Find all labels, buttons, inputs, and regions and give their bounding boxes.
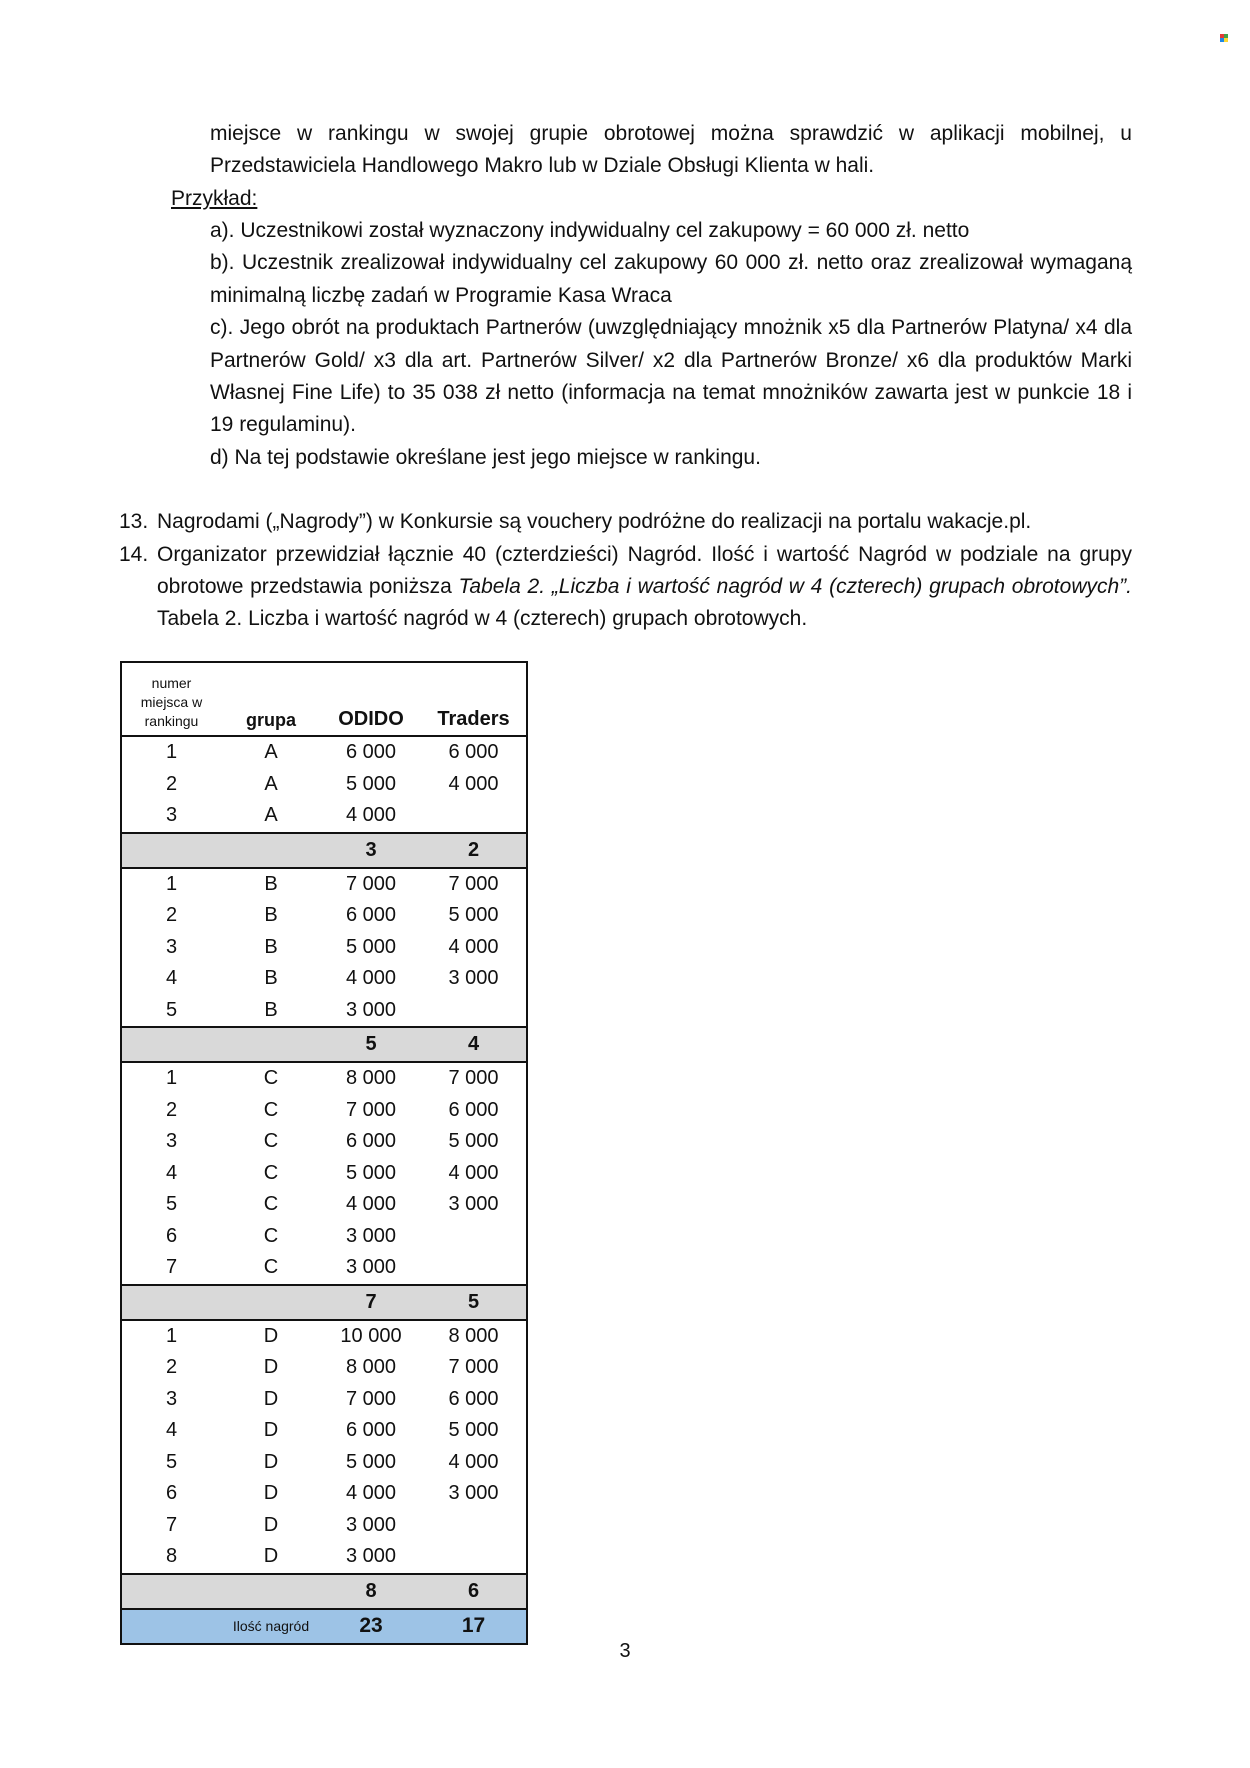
cell-traders: 4 000: [448, 935, 499, 958]
table-row: [121, 1541, 527, 1574]
cell-traders: [421, 1221, 527, 1253]
cell-traders: [421, 800, 527, 833]
cell-odido: 6 000: [345, 1130, 397, 1153]
table-caption: Tabela 2. Liczba i wartość nagród w 4 (czterech) grupach obrotowych.: [157, 607, 808, 630]
cell-group: D: [263, 1450, 279, 1473]
cell-odido: 4 000: [345, 804, 397, 827]
list-item-13: Nagrodami („Nagrody”) w Konkursie są vouchery podróżne do realizacji na portalu wakacje.pl.: [157, 510, 1032, 533]
total-odido: 23: [321, 1609, 421, 1644]
cell-odido: 3 000: [345, 1545, 397, 1568]
cell-traders: 8 000: [448, 1324, 499, 1347]
cell-group: B: [264, 998, 278, 1021]
total-traders: 17: [421, 1609, 527, 1644]
total-label: Ilość nagród: [221, 1609, 321, 1644]
cell-odido: 3 000: [345, 1513, 397, 1536]
count-odido: 8: [321, 1574, 421, 1609]
example-label: Przykład:: [171, 187, 258, 210]
cell-odido: 6 000: [345, 741, 397, 764]
count-odido: 7: [321, 1285, 421, 1320]
table-row: [121, 800, 527, 833]
table-row: [121, 932, 527, 964]
cell-traders: 7 000: [448, 1356, 499, 1379]
cell-rank: 5: [165, 1450, 178, 1473]
table-row: [121, 868, 527, 901]
cell-odido: 6 000: [345, 1419, 397, 1442]
cell-group: D: [263, 1482, 279, 1505]
cell-rank: 3: [165, 1387, 178, 1410]
cell-rank: 3: [165, 935, 178, 958]
count-odido: 3: [321, 833, 421, 868]
cell-odido: 5 000: [345, 772, 397, 795]
cell-group: A: [264, 772, 278, 795]
count-traders: 5: [421, 1285, 527, 1320]
table-row: [121, 1478, 527, 1510]
cell-rank: 7: [165, 1513, 178, 1536]
corner-color-mark: [1220, 34, 1228, 42]
table-row: [121, 1352, 527, 1384]
cell-traders: 4 000: [448, 772, 499, 795]
cell-group: A: [264, 804, 278, 827]
cell-odido: 10 000: [340, 1324, 402, 1347]
example-item-c-cont: Własnej Fine Life) to 35 038 zł netto (informacja na temat mnożników zawarta jest w punkcie 18 i: [210, 381, 1132, 404]
cell-traders: 4 000: [448, 1450, 499, 1473]
cell-traders: 7 000: [448, 1067, 499, 1090]
list-item-14: Organizator przewidział łącznie 40 (czterdzieści) Nagród. Ilość i wartość Nagród w podziale na grupy: [157, 543, 1132, 566]
table-reference: Tabela 2. „Liczba i wartość nagród w 4 (czterech) grupach obrotowych”.: [458, 575, 1132, 598]
cell-group: C: [263, 1193, 279, 1216]
cell-odido: 8 000: [345, 1067, 397, 1090]
list-number-14: 14.: [119, 543, 149, 566]
empty-cell: [121, 1574, 221, 1609]
table-row: [121, 900, 527, 932]
list-item-14-text: obrotowe przedstawia poniższa: [157, 575, 459, 598]
cell-odido: 3 000: [345, 1256, 397, 1279]
cell-rank: 4: [165, 967, 178, 990]
cell-traders: [421, 995, 527, 1028]
cell-traders: 3 000: [448, 1482, 499, 1505]
cell-rank: 3: [165, 804, 178, 827]
cell-rank: 2: [165, 1098, 178, 1121]
empty-cell: [221, 833, 321, 868]
table-row: [121, 736, 527, 769]
group-count-row: [121, 1027, 527, 1062]
paragraph-line: miejsce w rankingu w swojej grupie obrotowej można sprawdzić w aplikacji mobilnej, u: [210, 122, 1132, 145]
header-traders: Traders: [421, 662, 527, 736]
header-rank-line: rankingu: [144, 713, 199, 729]
cell-group: B: [264, 967, 278, 990]
cell-rank: 2: [165, 772, 178, 795]
cell-odido: 5 000: [345, 935, 397, 958]
cell-rank: 1: [165, 1067, 178, 1090]
cell-group: D: [263, 1356, 279, 1379]
cell-group: B: [264, 904, 278, 927]
count-odido: 5: [321, 1027, 421, 1062]
cell-traders: 5 000: [448, 904, 499, 927]
cell-rank: 5: [165, 998, 178, 1021]
table-row: [121, 1126, 527, 1158]
cell-rank: 6: [165, 1224, 178, 1247]
count-traders: 6: [421, 1574, 527, 1609]
list-item-14-cont: [157, 571, 1132, 603]
empty-cell: [221, 1574, 321, 1609]
table-row: [121, 963, 527, 995]
table-row: [121, 1510, 527, 1542]
cell-traders: [421, 1510, 527, 1542]
example-item-a: a). Uczestnikowi został wyznaczony indywidualny cel zakupowy = 60 000 zł. netto: [210, 219, 970, 242]
cell-rank: 2: [165, 904, 178, 927]
total-row: [121, 1609, 527, 1644]
cell-group: D: [263, 1419, 279, 1442]
cell-traders: 6 000: [448, 1387, 499, 1410]
cell-rank: 3: [165, 1130, 178, 1153]
empty-cell: [121, 1609, 221, 1644]
cell-rank: 5: [165, 1193, 178, 1216]
cell-traders: 4 000: [448, 1161, 499, 1184]
cell-group: C: [263, 1224, 279, 1247]
table-row: [121, 1415, 527, 1447]
cell-traders: [421, 1541, 527, 1574]
example-item-c-cont: 19 regulaminu).: [210, 413, 356, 436]
header-rank-line: numer: [151, 675, 192, 691]
table-row: [121, 1189, 527, 1221]
table-row: [121, 1252, 527, 1285]
cell-traders: 5 000: [448, 1419, 499, 1442]
cell-group: B: [264, 872, 278, 895]
cell-group: B: [264, 935, 278, 958]
empty-cell: [221, 1027, 321, 1062]
table-row: [121, 1221, 527, 1253]
paragraph-line: Przedstawiciela Handlowego Makro lub w Dziale Obsługi Klienta w hali.: [210, 154, 875, 177]
empty-cell: [121, 1285, 221, 1320]
count-traders: 2: [421, 833, 527, 868]
cell-rank: 6: [165, 1482, 178, 1505]
page-number: 3: [619, 1640, 631, 1662]
cell-group: C: [263, 1256, 279, 1279]
cell-odido: 6 000: [345, 904, 397, 927]
cell-rank: 2: [165, 1356, 178, 1379]
prizes-table: [120, 661, 528, 1645]
cell-odido: 7 000: [345, 1387, 397, 1410]
cell-odido: 7 000: [345, 872, 397, 895]
cell-odido: 8 000: [345, 1356, 397, 1379]
cell-odido: 4 000: [345, 1482, 397, 1505]
example-item-b-cont: minimalną liczbę zadań w Programie Kasa Wraca: [210, 284, 672, 307]
cell-rank: 8: [165, 1545, 178, 1568]
table-row: [121, 1447, 527, 1479]
cell-group: D: [263, 1387, 279, 1410]
cell-traders: [421, 1252, 527, 1285]
cell-group: C: [263, 1067, 279, 1090]
example-item-d: d) Na tej podstawie określane jest jego miejsce w rankingu.: [210, 446, 761, 469]
cell-group: A: [264, 741, 278, 764]
cell-traders: 3 000: [448, 1193, 499, 1216]
header-rank: [121, 662, 221, 736]
group-count-row: [121, 1285, 527, 1320]
group-count-row: [121, 833, 527, 868]
empty-cell: [121, 833, 221, 868]
cell-odido: 5 000: [345, 1450, 397, 1473]
cell-rank: 1: [165, 1324, 178, 1347]
cell-traders: 3 000: [448, 967, 499, 990]
cell-traders: 5 000: [448, 1130, 499, 1153]
cell-rank: 1: [165, 872, 178, 895]
header-odido: ODIDO: [321, 662, 421, 736]
example-item-c-cont: Partnerów Gold/ x3 dla art. Partnerów Silver/ x2 dla Partnerów Bronze/ x6 dla produktów Marki: [210, 349, 1132, 372]
cell-odido: 3 000: [345, 998, 397, 1021]
cell-odido: 3 000: [345, 1224, 397, 1247]
table-row: [121, 1158, 527, 1190]
cell-rank: 1: [165, 741, 178, 764]
example-item-b: b). Uczestnik zrealizował indywidualny cel zakupowy 60 000 zł. netto oraz zrealizował wymaganą: [210, 251, 1132, 274]
table-row: [121, 1062, 527, 1095]
cell-traders: 6 000: [448, 741, 499, 764]
cell-group: D: [263, 1513, 279, 1536]
table-row: [121, 769, 527, 801]
table-row: [121, 1320, 527, 1353]
cell-odido: 5 000: [345, 1161, 397, 1184]
count-traders: 4: [421, 1027, 527, 1062]
table-row: [121, 995, 527, 1028]
example-item-c: c). Jego obrót na produktach Partnerów (uwzględniający mnożnik x5 dla Partnerów Platyna/ x4 dla: [210, 316, 1132, 339]
cell-rank: 4: [165, 1161, 178, 1184]
cell-odido: 7 000: [345, 1098, 397, 1121]
empty-cell: [221, 1285, 321, 1320]
cell-rank: 7: [165, 1256, 178, 1279]
cell-odido: 4 000: [345, 967, 397, 990]
cell-group: C: [263, 1130, 279, 1153]
cell-group: C: [263, 1161, 279, 1184]
cell-group: D: [263, 1324, 279, 1347]
table-header-row: [121, 662, 527, 736]
group-count-row: [121, 1574, 527, 1609]
table-row: [121, 1384, 527, 1416]
list-number-13: 13.: [119, 510, 149, 533]
table-body: [121, 736, 527, 1644]
cell-odido: 4 000: [345, 1193, 397, 1216]
cell-rank: 4: [165, 1419, 178, 1442]
cell-traders: 7 000: [448, 872, 499, 895]
cell-group: C: [263, 1098, 279, 1121]
empty-cell: [121, 1027, 221, 1062]
header-rank-line: miejsca w: [140, 694, 203, 710]
header-group: grupa: [221, 662, 321, 736]
cell-traders: 6 000: [448, 1098, 499, 1121]
cell-group: D: [263, 1545, 279, 1568]
table-row: [121, 1095, 527, 1127]
